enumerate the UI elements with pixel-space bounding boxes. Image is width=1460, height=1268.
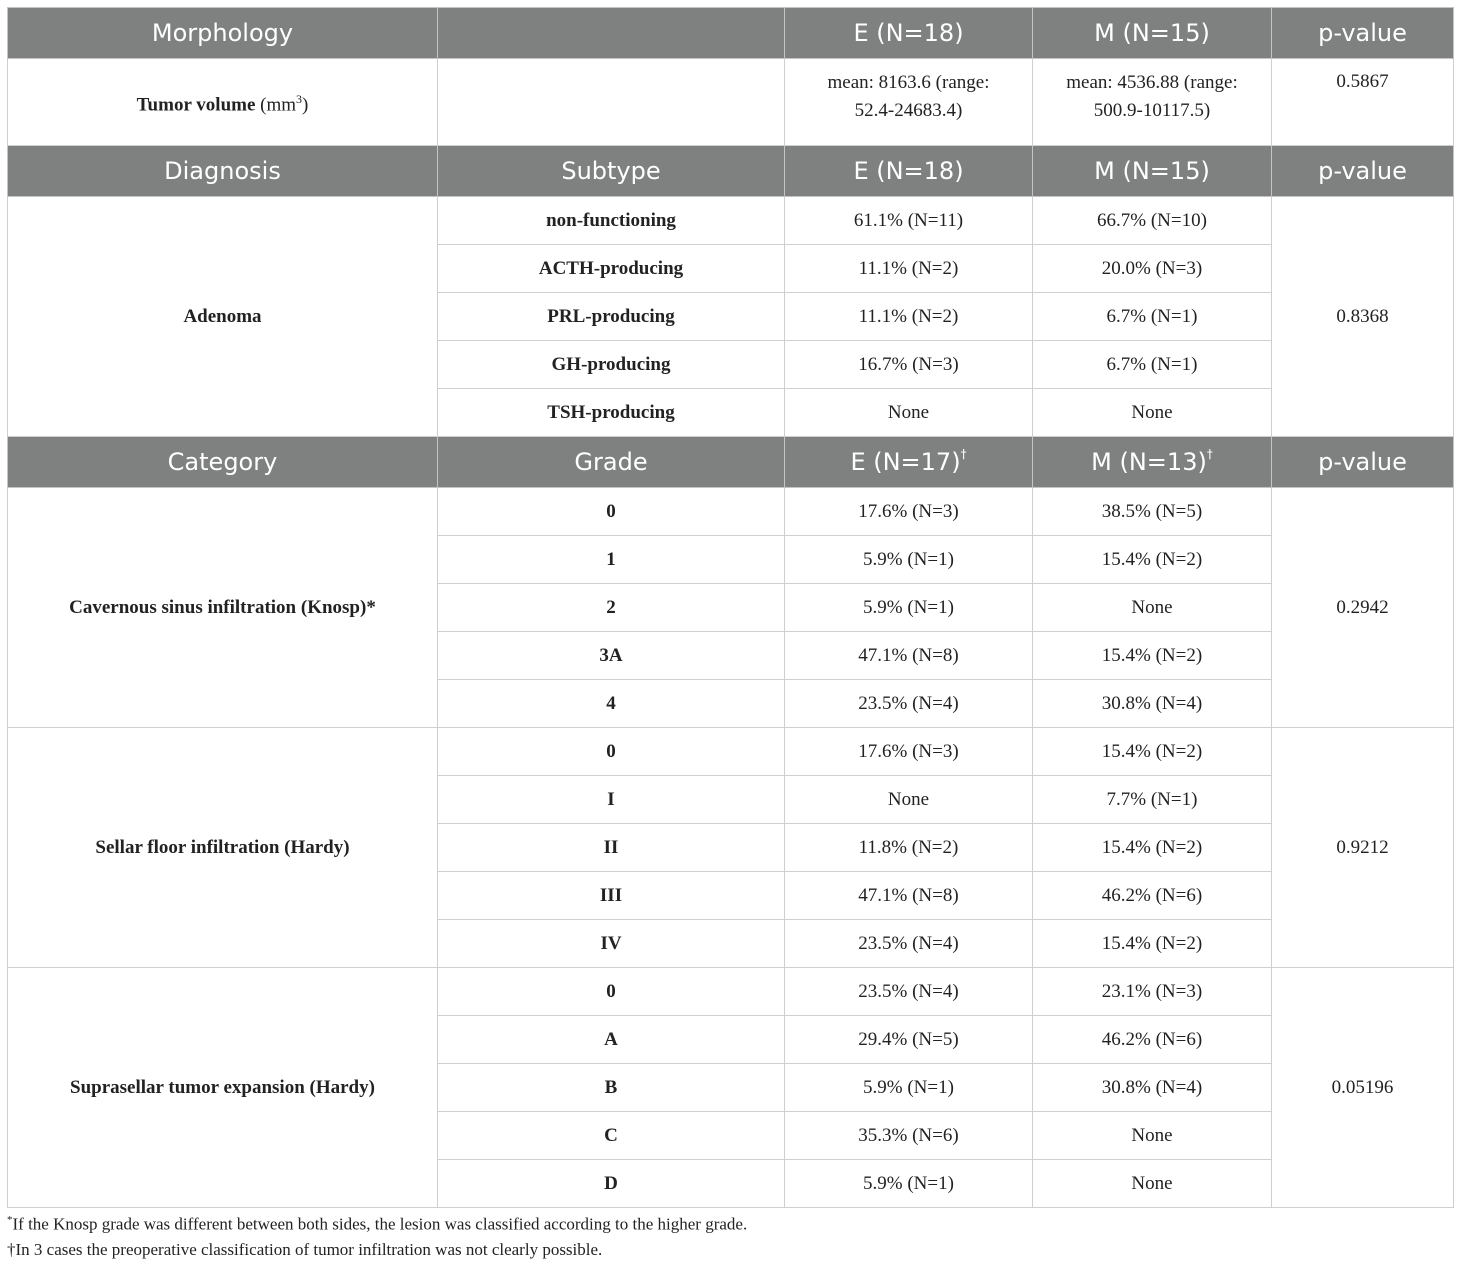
e-value-line1: mean: 8163.6 (range: [827, 72, 990, 93]
grade-cell: III [438, 872, 785, 920]
m-value-cell: None [1033, 389, 1272, 437]
unit-text: (mm [260, 94, 297, 116]
e-value-cell: 11.8% (N=2) [785, 824, 1033, 872]
e-value-cell: 5.9% (N=1) [785, 536, 1033, 584]
footnote-text: If the Knosp grade was different between both sides, the lesion was classified according to the higher grade. [12, 1214, 748, 1234]
subtype-cell: TSH-producing [438, 389, 785, 437]
e-value-cell: 29.4% (N=5) [785, 1016, 1033, 1064]
header-cell: Grade [438, 437, 785, 488]
m-value-cell: 66.7% (N=10) [1033, 197, 1272, 245]
e-value-cell: 11.1% (N=2) [785, 293, 1033, 341]
m-value-cell: 20.0% (N=3) [1033, 245, 1272, 293]
p-value-cell: 0.9212 [1272, 728, 1454, 968]
e-value-cell: 23.5% (N=4) [785, 680, 1033, 728]
diagnosis-header-row [8, 146, 1454, 197]
m-value-line1: mean: 4536.88 (range: [1066, 72, 1238, 93]
e-value-cell: 5.9% (N=1) [785, 1064, 1033, 1112]
subtype-cell: GH-producing [438, 341, 785, 389]
row-label: Tumor volume [136, 94, 256, 116]
table-row [8, 968, 1454, 1016]
m-value-cell: 15.4% (N=2) [1033, 824, 1272, 872]
m-value-cell: None [1033, 1112, 1272, 1160]
subtype-cell: PRL-producing [438, 293, 785, 341]
header-cell [438, 8, 785, 59]
header-cell: p-value [1272, 146, 1454, 197]
footnote-knosp [7, 1214, 1453, 1235]
grade-cell: IV [438, 920, 785, 968]
footnote-mark: * [7, 1214, 13, 1226]
grade-cell: 4 [438, 680, 785, 728]
m-value-cell: 6.7% (N=1) [1033, 293, 1272, 341]
m-value-cell: 30.8% (N=4) [1033, 680, 1272, 728]
e-value-cell: 17.6% (N=3) [785, 728, 1033, 776]
table-row [8, 59, 1454, 146]
grade-cell: II [438, 824, 785, 872]
tumor-volume-label [8, 59, 438, 146]
p-value-cell: 0.5867 [1272, 59, 1454, 146]
header-cell: Category [8, 437, 438, 488]
header-text: M (N=13) [1091, 448, 1207, 476]
m-value-cell: 15.4% (N=2) [1033, 632, 1272, 680]
header-cell: E (N=18) [785, 8, 1033, 59]
grade-cell: 2 [438, 584, 785, 632]
e-value-cell: 47.1% (N=8) [785, 632, 1033, 680]
e-value-cell: 5.9% (N=1) [785, 1160, 1033, 1208]
grade-cell: 0 [438, 728, 785, 776]
p-value-cell: 0.2942 [1272, 488, 1454, 728]
header-cell: M (N=15) [1033, 146, 1272, 197]
m-value-cell: 15.4% (N=2) [1033, 920, 1272, 968]
grade-cell: B [438, 1064, 785, 1112]
e-value-line2: 52.4-24683.4) [854, 100, 963, 121]
table-row [8, 197, 1454, 245]
group-label: Suprasellar tumor expansion (Hardy) [8, 968, 438, 1208]
dagger-mark: † [960, 447, 967, 461]
group-label: Cavernous sinus infiltration (Knosp)* [8, 488, 438, 728]
grade-cell: 0 [438, 968, 785, 1016]
footnote-text: In 3 cases the preoperative classification of tumor infiltration was not clearly possible. [15, 1240, 603, 1259]
subtype-cell: ACTH-producing [438, 245, 785, 293]
grade-cell: 1 [438, 536, 785, 584]
grade-cell: 3A [438, 632, 785, 680]
m-value-cell: None [1033, 1160, 1272, 1208]
e-value-cell: 35.3% (N=6) [785, 1112, 1033, 1160]
table-row [8, 488, 1454, 536]
e-value-cell [785, 59, 1033, 146]
m-value-cell: 38.5% (N=5) [1033, 488, 1272, 536]
m-value-cell: 15.4% (N=2) [1033, 536, 1272, 584]
subtype-cell: non-functioning [438, 197, 785, 245]
footnote-mark: † [7, 1240, 16, 1259]
header-cell: Diagnosis [8, 146, 438, 197]
empty-cell [438, 59, 785, 146]
header-text: E (N=17) [850, 448, 961, 476]
header-cell [785, 437, 1033, 488]
e-value-cell: 23.5% (N=4) [785, 920, 1033, 968]
m-value-cell: 15.4% (N=2) [1033, 728, 1272, 776]
e-value-cell: None [785, 389, 1033, 437]
data-table [7, 7, 1454, 1208]
e-value-cell: None [785, 776, 1033, 824]
header-cell: M (N=15) [1033, 8, 1272, 59]
m-value-cell: 6.7% (N=1) [1033, 341, 1272, 389]
p-value-cell: 0.05196 [1272, 968, 1454, 1208]
group-label: Sellar floor infiltration (Hardy) [8, 728, 438, 968]
m-value-cell: 7.7% (N=1) [1033, 776, 1272, 824]
footnote-dagger [7, 1240, 1453, 1260]
header-cell: E (N=18) [785, 146, 1033, 197]
m-value-cell: None [1033, 584, 1272, 632]
e-value-cell: 5.9% (N=1) [785, 584, 1033, 632]
grade-cell: D [438, 1160, 785, 1208]
m-value-cell: 46.2% (N=6) [1033, 872, 1272, 920]
e-value-cell: 47.1% (N=8) [785, 872, 1033, 920]
p-value-cell: 0.8368 [1272, 197, 1454, 437]
unit-exponent: 3 [296, 91, 303, 106]
header-cell: Subtype [438, 146, 785, 197]
header-cell [1033, 437, 1272, 488]
group-label: Adenoma [8, 197, 438, 437]
m-value-cell [1033, 59, 1272, 146]
dagger-mark: † [1206, 447, 1213, 461]
header-cell: p-value [1272, 8, 1454, 59]
header-cell: Morphology [8, 8, 438, 59]
e-value-cell: 23.5% (N=4) [785, 968, 1033, 1016]
m-value-cell: 30.8% (N=4) [1033, 1064, 1272, 1112]
m-value-line2: 500.9-10117.5) [1093, 100, 1211, 121]
e-value-cell: 17.6% (N=3) [785, 488, 1033, 536]
table-row [8, 728, 1454, 776]
grade-cell: 0 [438, 488, 785, 536]
grade-cell: A [438, 1016, 785, 1064]
header-cell: p-value [1272, 437, 1454, 488]
e-value-cell: 61.1% (N=11) [785, 197, 1033, 245]
m-value-cell: 46.2% (N=6) [1033, 1016, 1272, 1064]
e-value-cell: 11.1% (N=2) [785, 245, 1033, 293]
category-header-row [8, 437, 1454, 488]
e-value-cell: 16.7% (N=3) [785, 341, 1033, 389]
unit-close: ) [302, 94, 309, 116]
grade-cell: I [438, 776, 785, 824]
grade-cell: C [438, 1112, 785, 1160]
m-value-cell: 23.1% (N=3) [1033, 968, 1272, 1016]
morphology-header-row [8, 8, 1454, 59]
